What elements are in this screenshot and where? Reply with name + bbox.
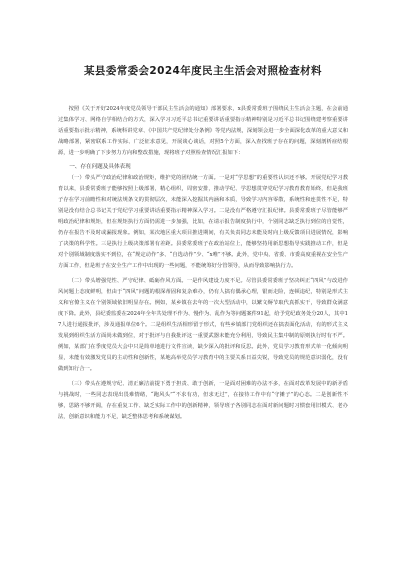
- document-body: [58, 104, 348, 423]
- body-paragraph: （二）带头增强党性、严守纪律、砥砺作风方面。一是作风建设力度不足。尽管县委常委班子坚决纠正“四风”与改进作风问题上态度鲜明，但由于“四风”问题的根深蒂固和复杂难办，仍有人搞有偶承心理，银而走险，连顿违纪，特别是形式主义和官僚主义在个别领域依旧明显存在。例如，某乡镇在去年的一次大型活动中，以繁文缛节取代真抓实干，导致群众满意度下降。此外，县纪委监委在2024年全年共处理不作为、慢作为、乱作为等问题案件91起，给予党纪政务处分20人，其中17人进行通报批评，涉及通报单位6个。二是组织生活相形留于形式，有些乡镇部门党组织还在搞表面化活动，有的形式主义发展到组织生活方面尚未做到位，对于批评与自我批评这一重要武器未能充分利用，导致民主集中制的原则执行时有不严。例如，某部门在季度党员大会中只是简单地进行文件宣读，缺少深入的批评和反思。此外，党员学习教育形式单一化倾向明显，未能有效激发党员的主动性和创新性，某地高举党员学习教育中的主要关系日益尖锐，导致党员的规范意识弱化，没有做到知行合一。: [58, 278, 348, 372]
- body-paragraph: （三）带头在遵规守纪、清正廉洁前提下勇于担责、敢于创新，一是面对困难的办法不多，在面对改革发展中的新矛盾与挑战时，一些同志表现出畏难情绪，“跑风头”“不求有功，但求无过”，在接待工作中有“守摊子”的心态。二是创新性不够，思路不够开阔，存在重复工作、缺乏实际工作中的创新精神，领导班子各别同志在面对新问题时习惯套用旧模式、老办法，创新意识和能力不足，缺乏整体思考和系统谋划。: [58, 381, 348, 420]
- body-paragraph: （一）带头严守政治纪律和政治规矩，维护党的团结统一方面。一是对“学思想”的重要性认识还不够。开展党纪学习教育以来，县委常委班子能够按照上级部署，精心组织，周密安排，推动学纪、学思想贯穿党纪学习教育教育始终，但是我班子存在学习前瞻性和对统法规条文的贯彻层次，未能深入挖掘其内涵和本质，导致学习内容零散，系统性和连贯性不足，特别是没有结合总书记关于党纪学习重要讲话重要指示精神深入学习。二是没有严格遵守汇报纪律。县委常委班子尽管能够严明政治纪律和规矩，但在规矩执行方面仍需进一步加强，比如，在请示报告制度执行中，个别同志缺乏执行到位的自觉性，仍存在报告不及时或漏报现象。例如，某次地区重大项目推进期间，有关负责同志未能及时向上级反馈项目进展情况，影响了决策的科学性。三是执行上级决策部署有差距。县委常委班子在政治站位上，能够坚持用新思想指导实践推动工作，但是对个别领域制度落实不到位，在“规定动作”多、“自选动作”少、“x唯”不够。此外，党中央、省委、市委高度重视在安全生产方面工作，但是班子在安全生产工作中出现的一些问题，不能统筹好分管领导，从而导致影响执行力。: [58, 175, 348, 269]
- body-paragraph: 按照《关于开好2024年度党员领导干部民主生活会的通知》部署要求，x县委常委班子围绕民主生活会主题，在会前通过集体学习、网络自学相结合的方式，深入学习习近平总书记重要讲话重要指示精神特别是习近平总书记围绕建考察重要讲话重要指示批示精神，系统科讲党章、《中国共产党纪律处分条例》等党内法规，深刻领会进一步全面深化改革的重大意义和战略部署，紧密联系工作实际、广泛征求意见，开展谈心谈话，对照5个方面，深入查找班子存在的问题，深刻剖析症结根源，进一步明确了下步努力方向和整改措施，现将班子对照检查情况汇报如下：: [58, 106, 348, 156]
- section-heading: 一、存在问题及具体表现: [69, 164, 131, 170]
- document-title: 某县委常委会2024年度民主生活会对照检查材料: [84, 65, 322, 77]
